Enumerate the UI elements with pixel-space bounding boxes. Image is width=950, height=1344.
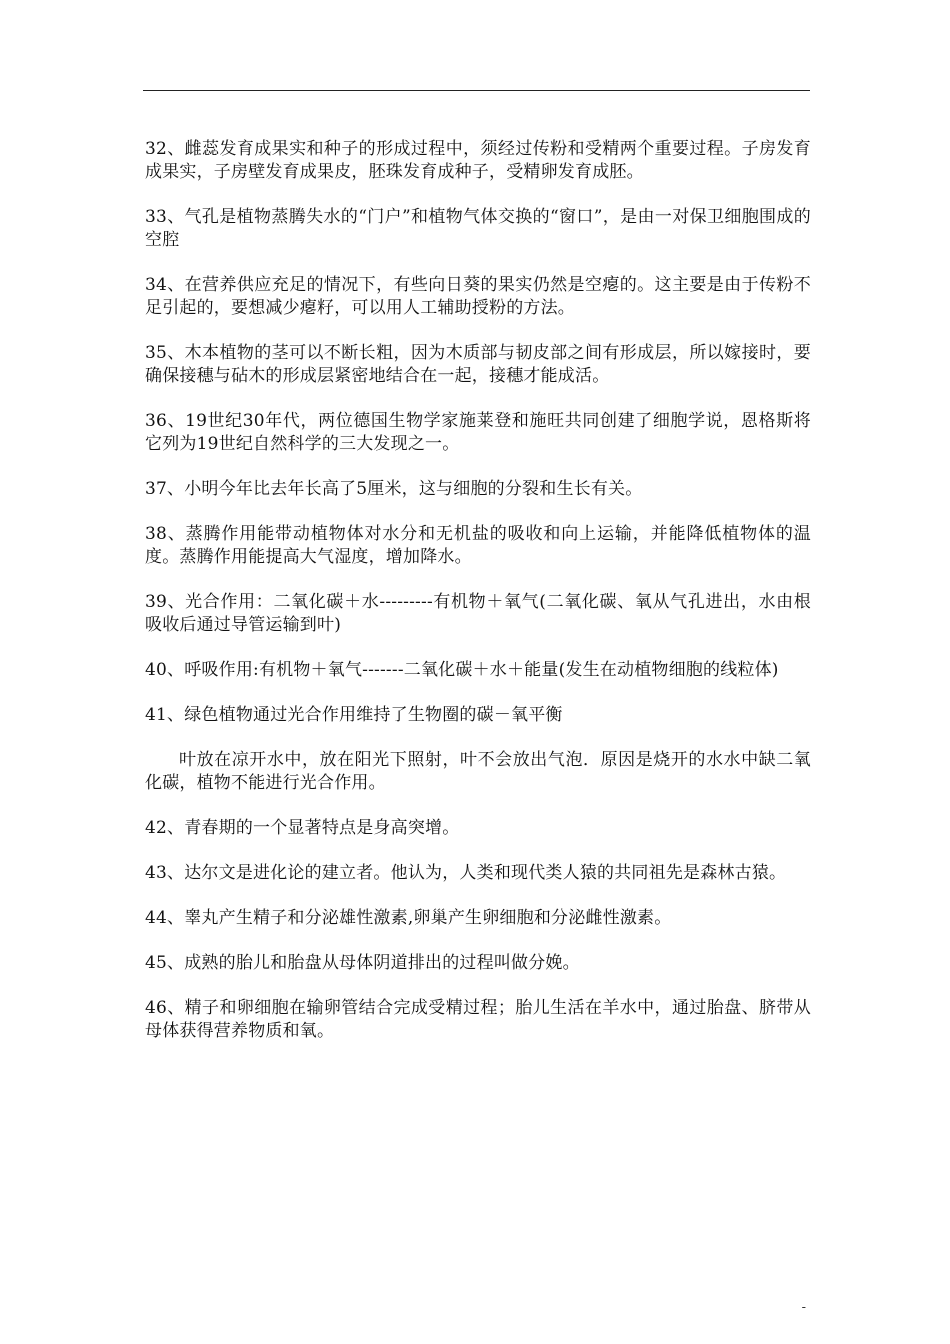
paragraph-37: 37、小明今年比去年长高了5厘米，这与细胞的分裂和生长有关。: [145, 479, 643, 499]
paragraph-40: 40、呼吸作用:有机物＋氧气-------二氧化碳＋水＋能量(发生在动植物细胞的线粒体): [145, 660, 779, 680]
paragraph-39: 39、光合作用：二氧化碳＋水---------有机物＋氧气(二氧化碳、氧从气孔进出，水由根吸收后通过导管运输到叶): [145, 592, 811, 635]
paragraph-41-note: 叶放在凉开水中，放在阳光下照射，叶不会放出气泡．原因是烧开的水水中缺二氧化碳，植物不能进行光合作用。: [145, 750, 811, 793]
paragraph-44: 44、睾丸产生精子和分泌雄性激素,卵巢产生卵细胞和分泌雌性激素。: [145, 908, 672, 928]
paragraph-33: 33、气孔是植物蒸腾失水的“门户”和植物气体交换的“窗口”，是由一对保卫细胞围成的空腔: [145, 207, 811, 250]
paragraph-42: 42、青春期的一个显著特点是身高突增。: [145, 818, 460, 838]
paragraph-34: 34、在营养供应充足的情况下，有些向日葵的果实仍然是空瘪的。这主要是由于传粉不足引起的，要想减少瘪籽，可以用人工辅助授粉的方法。: [145, 275, 811, 318]
paragraph-32: 32、雌蕊发育成果实和种子的形成过程中，须经过传粉和受精两个重要过程。子房发育成果实，子房壁发育成果皮，胚珠发育成种子，受精卵发育成胚。: [145, 139, 811, 182]
paragraph-46: 46、精子和卵细胞在输卵管结合完成受精过程；胎儿生活在羊水中，通过胎盘、脐带从母体获得营养物质和氧。: [145, 998, 811, 1041]
header-rule: [143, 90, 810, 91]
document-body: [145, 138, 811, 1065]
paragraph-38: 38、蒸腾作用能带动植物体对水分和无机盐的吸收和向上运输，并能降低植物体的温度。蒸腾作用能提高大气湿度，增加降水。: [145, 524, 811, 567]
paragraph-41: 41、绿色植物通过光合作用维持了生物圈的碳－氧平衡: [145, 705, 563, 725]
paragraph-36: 36、19世纪30年代，两位德国生物学家施莱登和施旺共同创建了细胞学说，恩格斯将它列为19世纪自然科学的三大发现之一。: [145, 411, 811, 454]
paragraph-43: 43、达尔文是进化论的建立者。他认为，人类和现代类人猿的共同祖先是森林古猿。: [145, 863, 787, 883]
page-mark: -: [801, 1300, 806, 1315]
paragraph-45: 45、成熟的胎儿和胎盘从母体阴道排出的过程叫做分娩。: [145, 953, 580, 973]
paragraph-35: 35、木本植物的茎可以不断长粗，因为木质部与韧皮部之间有形成层，所以嫁接时，要确保接穗与砧木的形成层紧密地结合在一起，接穗才能成活。: [145, 343, 811, 386]
